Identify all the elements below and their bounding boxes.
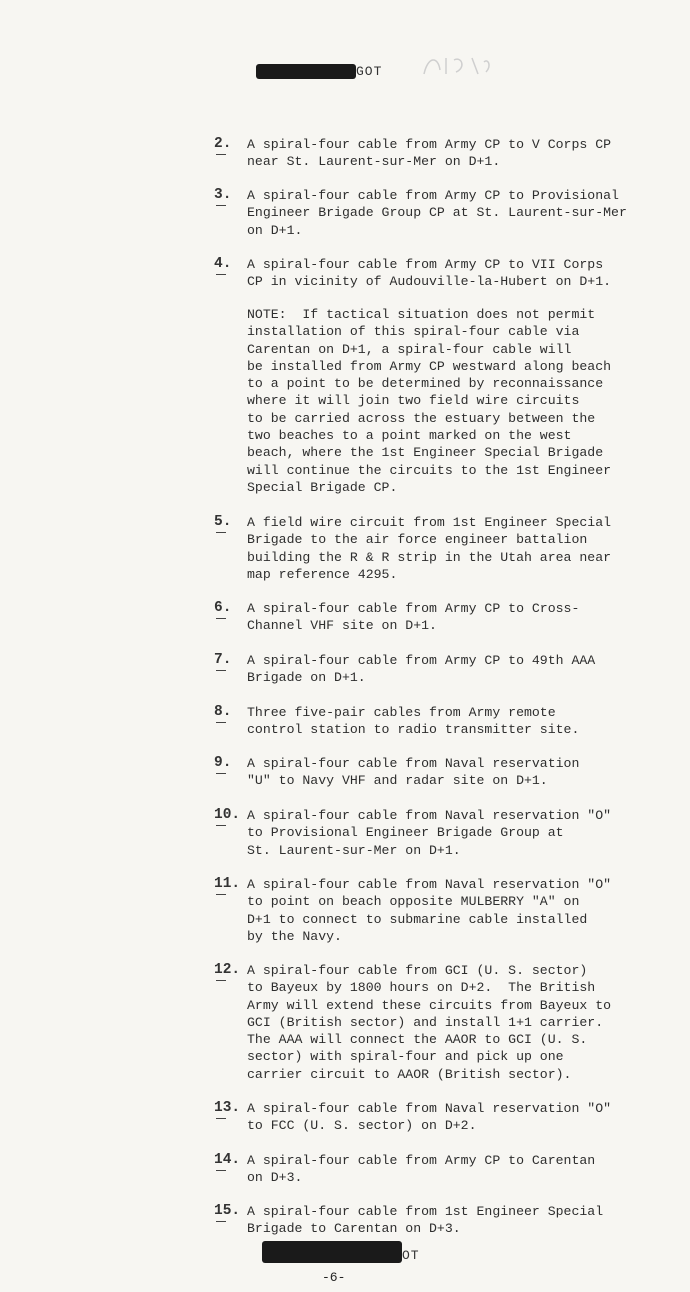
- item-number: 6.: [214, 600, 232, 616]
- item-text: A spiral-four cable from Naval reservation "O" to Provisional Engineer Brigade Group at St. Laurent-sur-Mer on D+1.: [247, 808, 612, 858]
- redaction-bar-footer: [262, 1241, 402, 1263]
- header-classification: GOT: [356, 64, 383, 79]
- page-number: -6-: [322, 1270, 346, 1285]
- item-text: A spiral-four cable from Army CP to Carentan on D+3.: [247, 1153, 596, 1186]
- item-number: 11.: [214, 876, 241, 892]
- note-paragraph: NOTE: If tactical situation does not permit installation of this spiral-four cable via Carentan on D+1, a spiral-four cable will be installed from Army CP westward along beach to a point to be determined by reconnaissance where it will join two field wire circuits to be carried across the estuary between the two beaches to a point marked on the west beach, where the 1st Engineer Special Brigade will continue the circuits to the 1st Engineer Special Brigade CP.: [247, 307, 612, 495]
- item-number: 3.: [214, 187, 232, 203]
- item-text: A spiral-four cable from Army CP to Cross- Channel VHF site on D+1.: [247, 601, 580, 634]
- item-text: A spiral-four cable from Army CP to Provisional Engineer Brigade Group CP at St. Laurent-sur-Mer on D+1.: [247, 188, 627, 238]
- item-number: 14.: [214, 1152, 241, 1168]
- item-text: A field wire circuit from 1st Engineer Special Brigade to the air force engineer battalion building the R & R strip in the Utah area near map reference 4295.: [247, 515, 612, 582]
- item-text: A spiral-four cable from Army CP to V Corps CP near St. Laurent-sur-Mer on D+1.: [247, 137, 612, 170]
- item-text: A spiral-four cable from 1st Engineer Special Brigade to Carentan on D+3.: [247, 1204, 604, 1237]
- item-number: 13.: [214, 1100, 241, 1116]
- item-number: 4.: [214, 256, 232, 272]
- item-number: 2.: [214, 136, 232, 152]
- item-text: A spiral-four cable from Army CP to VII Corps CP in vicinity of Audouville-la-Hubert on D+1.: [247, 257, 612, 290]
- item-number: 7.: [214, 652, 232, 668]
- item-text: A spiral-four cable from Naval reservation "U" to Navy VHF and radar site on D+1.: [247, 756, 580, 789]
- item-number: 12.: [214, 962, 241, 978]
- redaction-bar-header: [256, 64, 356, 79]
- item-number: 8.: [214, 704, 232, 720]
- item-text: A spiral-four cable from GCI (U. S. sector) to Bayeux by 1800 hours on D+2. The British Army will extend these circuits from Bayeux to GCI (British sector) and install 1+1 carrier. The AAA will connect the AAOR to GCI (U. S. sector) with spiral-four and pick up one carrier circuit to AAOR (British sector).: [247, 963, 612, 1082]
- item-text: A spiral-four cable from Naval reservation "O" to point on beach opposite MULBERRY "A" on D+1 to connect to submarine cable installed by the Navy.: [247, 877, 612, 944]
- item-number: 10.: [214, 807, 241, 823]
- item-text: A spiral-four cable from Army CP to 49th AAA Brigade on D+1.: [247, 653, 596, 686]
- footer-classification: OT: [402, 1248, 420, 1263]
- item-text: Three five-pair cables from Army remote control station to radio transmitter site.: [247, 705, 580, 738]
- faint-stamp: [418, 50, 494, 80]
- item-number: 5.: [214, 514, 232, 530]
- item-number: 9.: [214, 755, 232, 771]
- item-text: A spiral-four cable from Naval reservation "O" to FCC (U. S. sector) on D+2.: [247, 1101, 612, 1134]
- item-number: 15.: [214, 1203, 241, 1219]
